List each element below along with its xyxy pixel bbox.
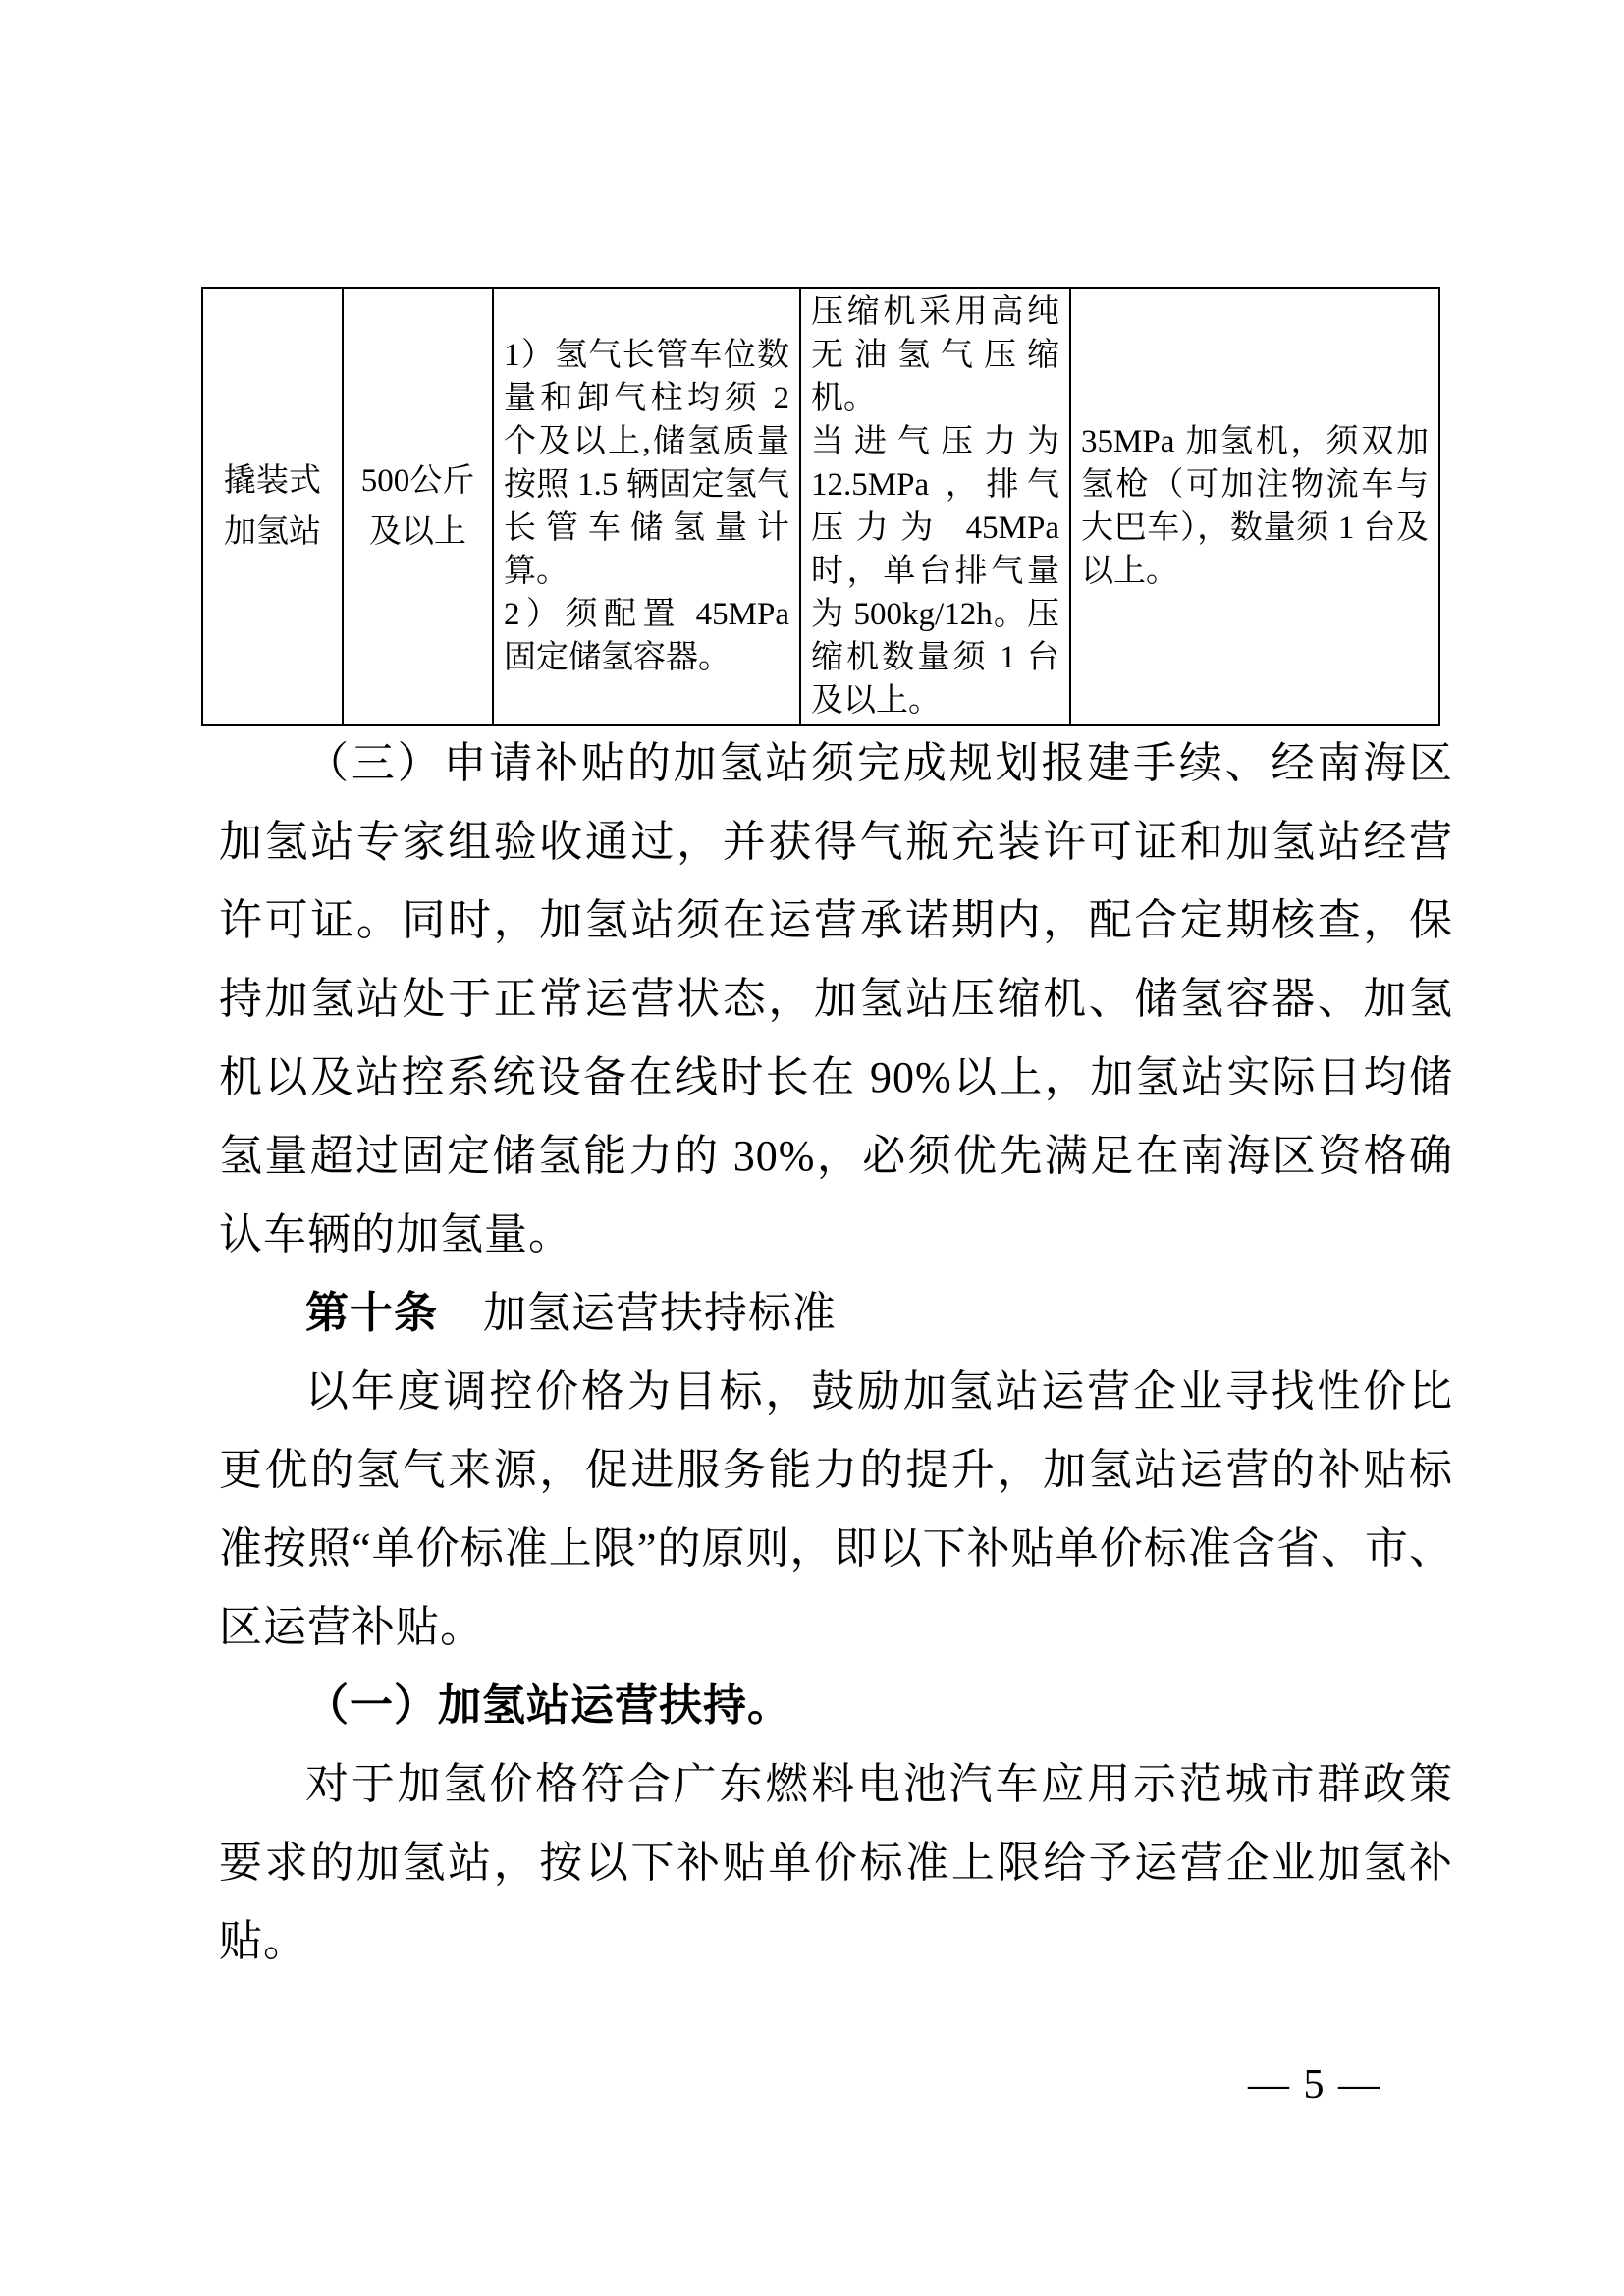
compressor-spec-paragraph-2: 当进气压力为 12.5MPa ，排气压力为 45MPa 时，单台排气量为 500kg/12h。压缩机数量须 1 台及以上。 [811,424,1059,719]
paragraph-article-10-body: 以年度调控价格为目标，鼓励加氢站运营企业寻找性价比更优的氢气来源，促进服务能力的提升，加氢站运营的补贴标准按照“单价标准上限”的原则，即以下补贴单价标准含省、市、区运营补贴。 [219,1367,1453,1651]
article-10-title: 加氢运营扶持标准 [483,1289,837,1337]
item-1-heading: （一）加氢站运营扶持。 [305,1682,791,1730]
cell-compressor-specs [800,288,1070,725]
article-10-heading [219,1274,1453,1353]
cell-dispenser-specs [1070,288,1439,725]
storage-requirement-item-2: 2）须配置 45MPa 固定储氢容器。 [504,597,789,675]
paragraph-item-1-body: 对于加氢价格符合广东燃料电池汽车应用示范城市群政策要求的加氢站，按以下补贴单价标准上限给予运营企业加氢补贴。 [219,1760,1453,1965]
page-number: — 5 — [1248,2062,1381,2108]
cell-station-type: 撬装式加氢站 [202,288,343,725]
article-10-number: 第十条 [305,1289,438,1337]
body-text [219,724,1453,1981]
compressor-spec-paragraph-1: 压缩机采用高纯无油氢气压缩机。 [811,294,1059,416]
paragraph-condition-3: （三）申请补贴的加氢站须完成规划报建手续、经南海区加氢站专家组验收通过，并获得气瓶充装许可证和加氢站经营许可证。同时，加氢站须在运营承诺期内，配合定期核查，保持加氢站处于正常运营状态，加氢站压缩机、储氢容器、加氢机以及站控系统设备在线时长在 90%以上，加氢站实际日均储氢量超过固定储氢能力的 30%，必须优先满足在南海区资格确认车辆的加氢量。 [219,739,1453,1258]
dispenser-spec-paragraph: 35MPa 加氢机，须双加氢枪（可加注物流车与大巴车），数量须 1 台及以上。 [1081,424,1429,589]
storage-requirement-item-1: 1）氢气长管车位数量和卸气柱均须 2 个及以上,储氢质量按照 1.5 辆固定氢气长管车储氢量计算。 [504,338,789,589]
cell-capacity: 500公斤及以上 [343,288,493,725]
cell-storage-requirements [493,288,800,725]
table-row [202,288,1439,725]
hydrogen-station-spec-table [201,287,1440,726]
